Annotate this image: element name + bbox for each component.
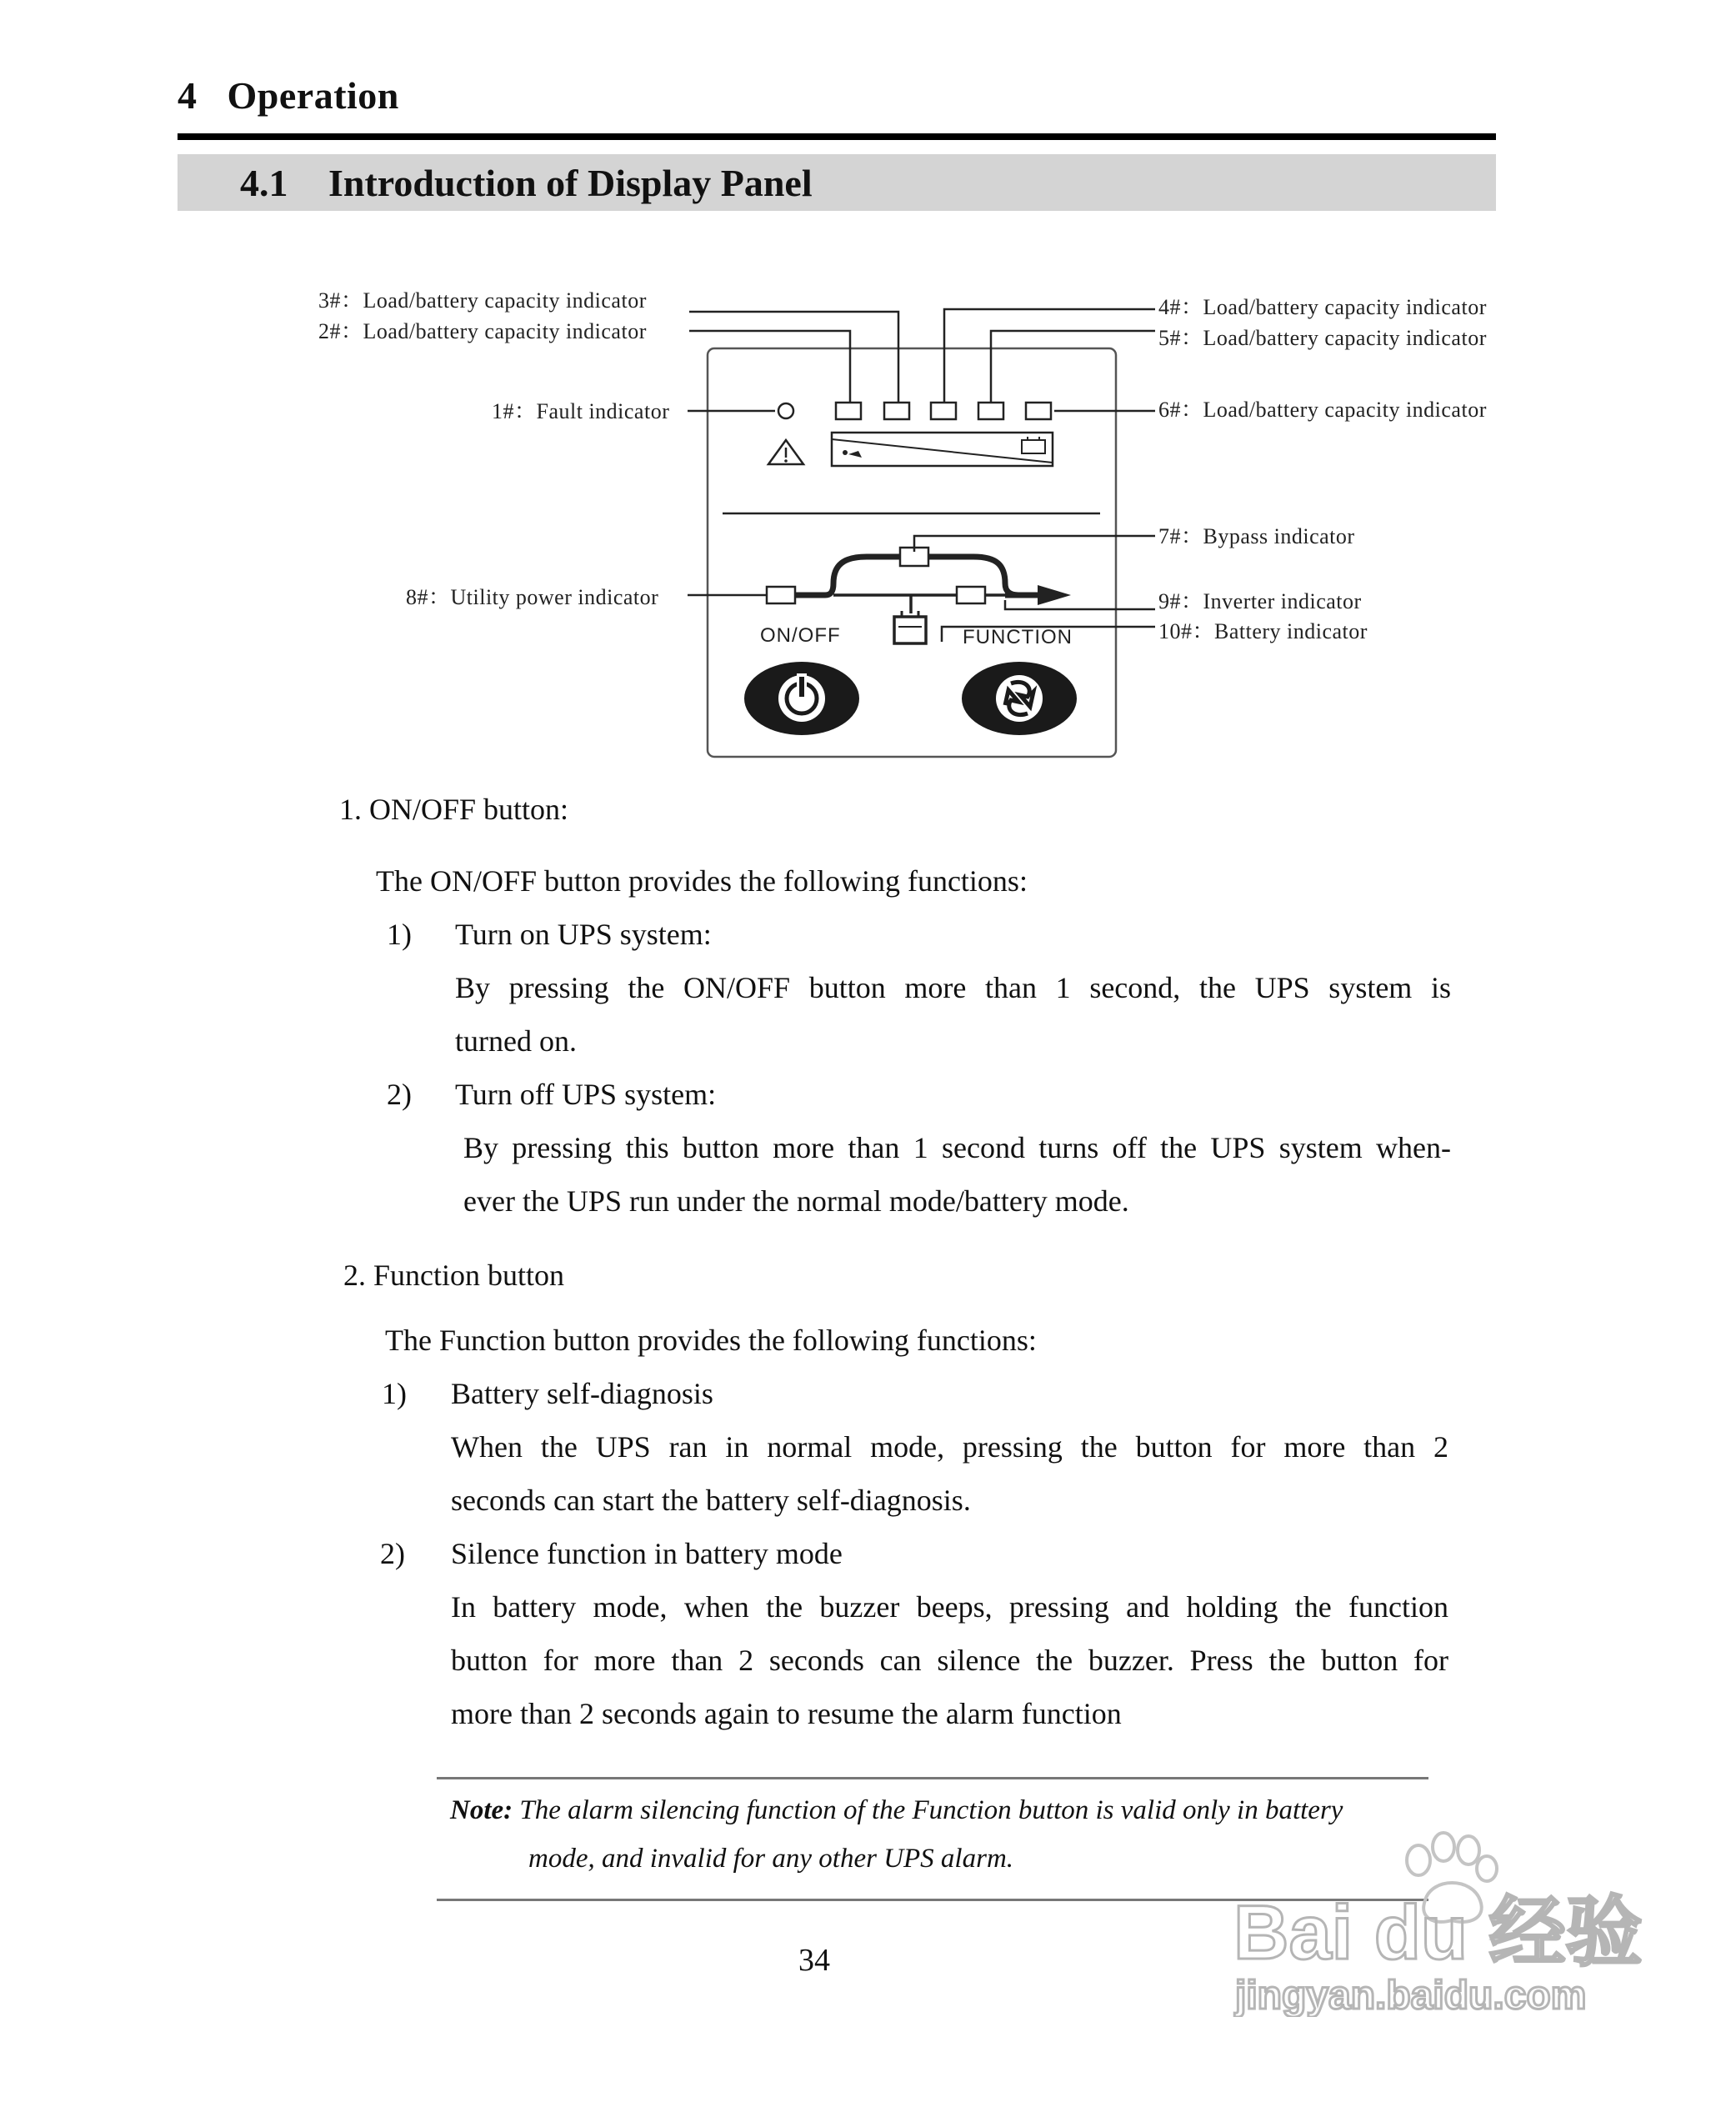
- label-8: 8#：Utility power indicator: [406, 585, 659, 609]
- item2-sub1-line1: When the UPS ran in normal mode, pressing the button for more than 2: [451, 1430, 1448, 1464]
- item1-heading-text: ON/OFF button:: [369, 793, 569, 826]
- capacity-indicator-6: [1026, 403, 1051, 419]
- item1-sub2-num: 2): [387, 1078, 412, 1111]
- power-icon: [799, 677, 804, 697]
- item2-sub1-title: Battery self-diagnosis: [451, 1377, 713, 1410]
- item1-sub1-line1: By pressing the ON/OFF button more than 1 second, the UPS system is: [455, 971, 1451, 1004]
- capacity-indicator-3: [884, 403, 909, 419]
- section-number: 4.1: [240, 162, 288, 204]
- note-line1: [450, 1795, 1343, 1826]
- item1-heading: [339, 793, 568, 826]
- item1-sub2-line1: By pressing this button more than 1 second turns off the UPS system when-: [463, 1131, 1451, 1164]
- label-2: 2#：Load/battery capacity indicator: [318, 319, 647, 343]
- page-number: 34: [798, 1943, 830, 1978]
- item2-sub1-line2: seconds can start the battery self-diagnosis.: [451, 1484, 971, 1517]
- item1-sub1-line2: turned on.: [455, 1024, 577, 1058]
- item1-sub1-title: Turn on UPS system:: [455, 918, 712, 951]
- section-title: Introduction of Display Panel: [328, 162, 813, 204]
- label-4: 4#：Load/battery capacity indicator: [1158, 295, 1487, 319]
- label-9: 9#：Inverter indicator: [1158, 589, 1362, 613]
- note-rule-top: [437, 1777, 1428, 1779]
- warning-triangle-icon: [768, 440, 803, 464]
- load-battery-bar-icon: [832, 433, 1053, 466]
- label-3: 3#：Load/battery capacity indicator: [318, 288, 647, 313]
- label-1: 1#：Fault indicator: [492, 399, 670, 423]
- watermark-brand: Bai du 经验: [1233, 1890, 1643, 1975]
- item2-sub2-line3: more than 2 seconds again to resume the alarm function: [451, 1697, 1122, 1730]
- chapter-number: 4: [178, 74, 198, 117]
- item2-heading: [343, 1259, 564, 1292]
- item1-intro: The ON/OFF button provides the following functions:: [376, 864, 1028, 898]
- display-panel-diagram: [0, 0, 1736, 783]
- onoff-button[interactable]: [744, 662, 859, 735]
- capacity-indicator-5: [978, 403, 1003, 419]
- battery-indicator-icon: [894, 611, 926, 643]
- watermark-url: jingyan.baidu.com: [1235, 1974, 1587, 2017]
- item1-sub2-title: Turn off UPS system:: [455, 1078, 717, 1111]
- label-10: 10#：Battery indicator: [1158, 619, 1368, 643]
- capacity-indicator-4: [931, 403, 956, 419]
- baidu-watermark: [1225, 1817, 1658, 2017]
- output-arrow-icon: [1038, 585, 1071, 605]
- onoff-panel-label: ON/OFF: [760, 624, 841, 647]
- item2-sub2-line2: button for more than 2 seconds can silence the buzzer. Press the button for: [451, 1644, 1448, 1677]
- function-button[interactable]: [962, 662, 1077, 735]
- item2-sub1-num: 1): [382, 1377, 407, 1410]
- item1-sub1-num: 1): [387, 918, 412, 951]
- note-line1-text: The alarm silencing function of the Function button is valid only in battery: [519, 1795, 1343, 1825]
- item2-intro: The Function button provides the following functions:: [385, 1324, 1037, 1357]
- fault-indicator: [778, 403, 793, 418]
- capacity-indicator-2: [836, 403, 861, 419]
- item2-sub2-line1: In battery mode, when the buzzer beeps, pressing and holding the function: [451, 1590, 1448, 1624]
- leader-lines: [688, 309, 1155, 642]
- item2-sub2-title: Silence function in battery mode: [451, 1537, 843, 1570]
- note-line2: mode, and invalid for any other UPS alarm.: [528, 1844, 1014, 1874]
- item2-heading-text: Function button: [373, 1259, 565, 1292]
- item1-heading-num: 1.: [339, 793, 362, 826]
- note-label: Note:: [450, 1795, 513, 1825]
- chapter-title: Operation: [227, 74, 399, 117]
- label-7: 7#：Bypass indicator: [1158, 524, 1355, 548]
- item2-heading-num: 2.: [343, 1259, 366, 1292]
- label-6: 6#：Load/battery capacity indicator: [1158, 398, 1487, 422]
- utility-power-indicator: [767, 587, 795, 603]
- function-panel-label: FUNCTION: [963, 626, 1073, 648]
- inverter-indicator: [957, 587, 985, 603]
- item2-sub2-num: 2): [380, 1537, 405, 1570]
- label-5: 5#：Load/battery capacity indicator: [1158, 326, 1487, 350]
- item1-sub2-line2: ever the UPS run under the normal mode/battery mode.: [463, 1184, 1129, 1218]
